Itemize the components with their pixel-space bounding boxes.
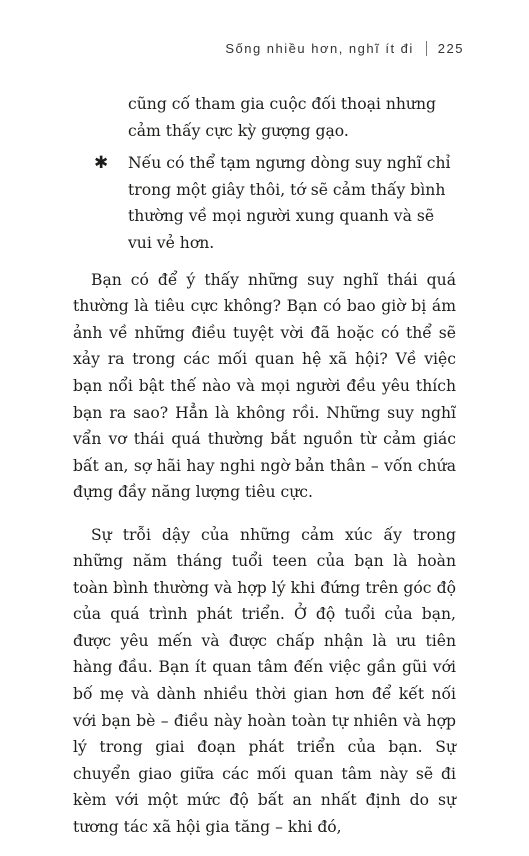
paragraph: Sự trỗi dậy của những cảm xúc ấy trong những năm tháng tuổi teen của bạn là hoàn toàn bình thường và hợp lý khi đứng trên góc độ của quá trình phát triển. Ở độ tuổi của bạn, được yêu mến và được chấp nhận là ưu tiên hàng đầu. Bạn ít quan tâm đến việc gần gũi với bố mẹ và dành nhiều thời gian hơn để kết nối với bạn bè – điều này hoàn toàn tự nhiên và hợp lý trong giai đoạn phát triển của bạn. Sự chuyển giao giữa các mối quan tâm này sẽ đi kèm với một mức độ bất an nhất định do sự tương tác xã hội gia tăng – khi đó, (73, 525, 456, 837)
list-continuation (94, 91, 456, 257)
asterisk-icon: ✱ (94, 153, 109, 174)
paragraph: Bạn có để ý thấy những suy nghĩ thái quá thường là tiêu cực không? Bạn có bao giờ bị ám ảnh về những điều tuyệt vời đã hoặc có thể sẽ xảy ra trong các mối quan hệ xã hội? Về việc bạn nổi bật thế nào và mọi người đều yêu thích bạn ra sao? Hẳn là không rồi. Những suy nghĩ vẩn vơ thái quá thường bắt nguồn từ cảm giác bất an, sợ hãi hay nghi ngờ bản thân – vốn chứa đựng đầy năng lượng tiêu cực. (73, 270, 456, 502)
continuation-text: cũng cố tham gia cuộc đối thoại nhưng cảm thấy cực kỳ gượng gạo. (128, 95, 436, 140)
running-title: Sống nhiều hơn, nghĩ ít đi (225, 41, 414, 56)
bullet-text: Nếu có thể tạm ngưng dòng suy nghĩ chỉ trong một giây thôi, tớ sẽ cảm thấy bình thường về mọi người xung quanh và sẽ vui vẻ hơn. (128, 154, 451, 252)
page-body (73, 91, 456, 856)
list-item (94, 150, 456, 256)
header-divider (426, 41, 427, 56)
page-number: 225 (437, 41, 464, 56)
running-header (225, 41, 464, 56)
